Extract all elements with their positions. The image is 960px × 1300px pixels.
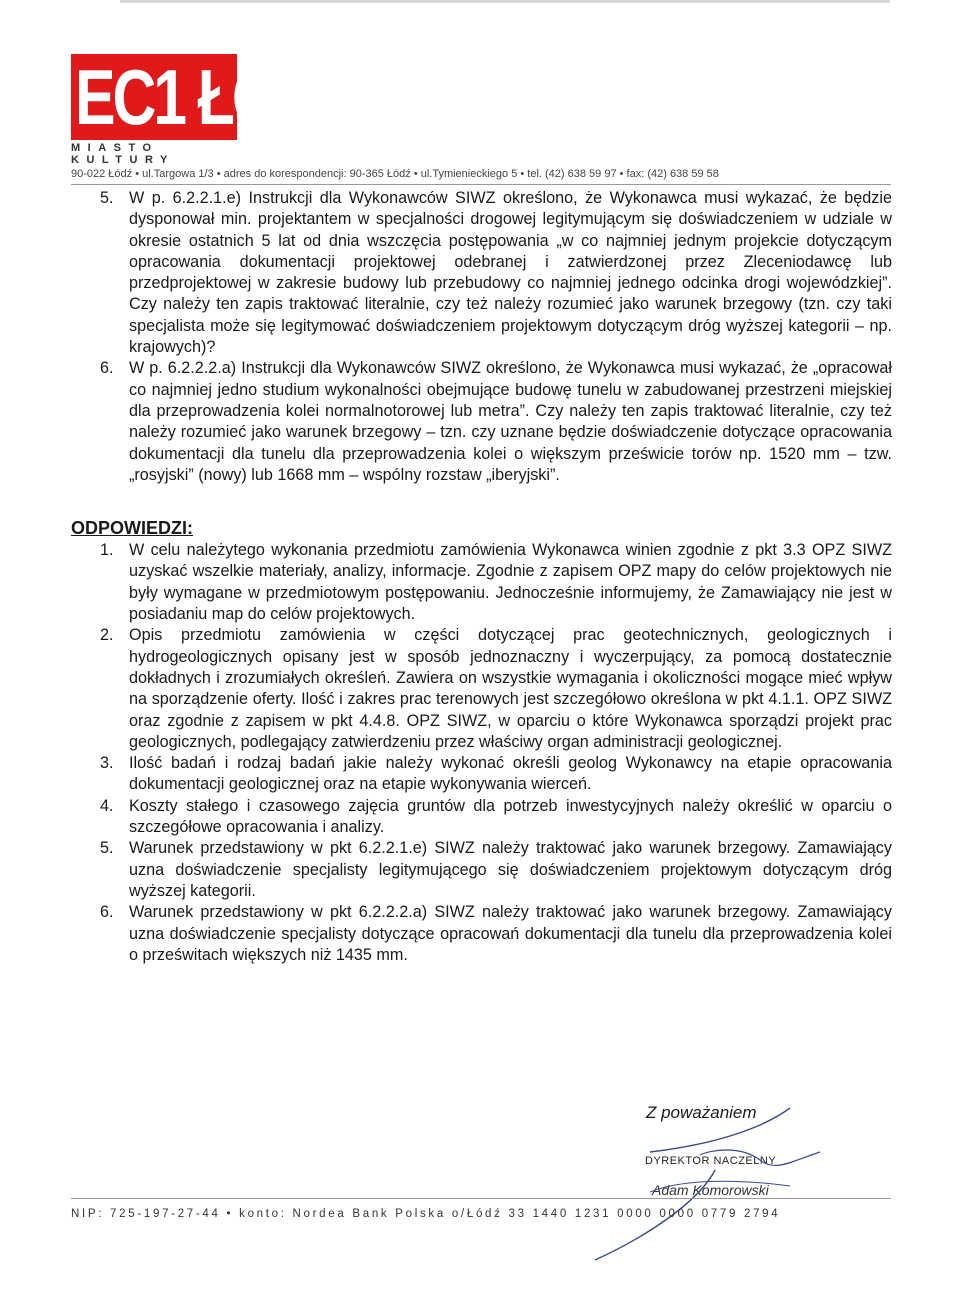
logo-text: EC1 ŁÓDŹ xyxy=(75,53,351,141)
answer-text: Warunek przedstawiony w pkt 6.2.2.2.a) SIWZ należy traktować jako warunek brzegowy. Zamawiający uzna doświadczenie specjalisty dotyczące opracowań dokumentacji dla tunelu dla przeprowadzenia kolei o prześwitach większych niż 1435 mm. xyxy=(129,903,892,964)
question-item xyxy=(100,358,892,486)
question-text: W p. 6.2.2.1.e) Instrukcji dla Wykonawców SIWZ określono, że Wykonawca musi wykazać, że będzie dysponował min. projektantem w specjalności drogowej legitymującym się doświadczeniem w udziale w okresie ostatnich 5 lat od dnia wszczęcia postępowania „w co najmniej jednym projekcie dotyczącym opracowania dokumentacji projektowej odebranej i zatwierdzonej przez Zleceniodawcę lub przedprojektowej w zakresie budowy lub przebudowy co najmniej jednego odcinka drogi wojewódzkiej”. Czy należy ten zapis traktować literalnie, czy też należy rozumieć jako warunek brzegowy (tzn. czy taki specjalista może się legitymować doświadczeniem projektowym dotyczącym dróg wyższej kategorii – np. krajowych)? xyxy=(129,189,892,357)
questions-list xyxy=(100,188,892,486)
handwritten-signature xyxy=(590,1100,840,1270)
answer-item xyxy=(100,625,892,753)
answer-text: Ilość badań i rodzaj badań jakie należy wykonać określi geolog Wykonawcy na etapie opracowania dokumentacji geologicznej oraz na etapie wykonywania wierceń. xyxy=(129,754,892,794)
signatory-name: Adam Komorowski xyxy=(652,1182,769,1198)
answer-number: 2. xyxy=(100,626,114,645)
question-number: 5. xyxy=(100,189,114,207)
answer-item xyxy=(100,540,892,625)
letterhead-address: 90-022 Łódź • ul.Targowa 1/3 • adres do korespondencji: 90-365 Łódź • ul.Tymienieckiego 5 • tel. (42) 638 59 97 • fax: (42) 638 59 58 xyxy=(71,168,719,180)
answers-heading: ODPOWIEDZI: xyxy=(71,518,193,539)
answer-item xyxy=(100,796,892,839)
answer-text: Koszty stałego i czasowego zajęcia gruntów dla potrzeb inwestycyjnych należy określić w oparciu o szczegółowe opracowania i analizy. xyxy=(129,796,892,837)
header-divider xyxy=(71,184,891,185)
closing-regards: Z poważaniem xyxy=(646,1103,757,1122)
answer-number: 6. xyxy=(100,903,114,922)
answer-item xyxy=(100,753,892,796)
ec1-logo xyxy=(71,53,351,141)
footer-bank-info: NIP: 725-197-27-44 • konto: Nordea Bank Polska o/Łódź 33 1440 1231 0000 0000 0779 2794 xyxy=(71,1208,781,1220)
answer-text: Warunek przedstawiony w pkt 6.2.2.1.e) SIWZ należy traktować jako warunek brzegowy. Zamawiający uzna doświadczenie specjalisty legitymującego się doświadczeniem projektowym dotyczącym dróg wyższej kategorii. xyxy=(129,839,892,900)
answer-number: 3. xyxy=(100,754,114,773)
question-item xyxy=(100,188,892,358)
signatory-title: DYREKTOR NACZELNY xyxy=(645,1155,777,1167)
answer-text: W celu należytego wykonania przedmiotu zamówienia Wykonawca winien zgodnie z pkt 3.3 OPZ SIWZ uzyskać wszelkie materiały, analizy, informacje. Zgodnie z zapisem OPZ mapy do celów projektowych nie były wymagane w przedmiotowym postępowaniu. Jednocześnie informujemy, że Zamawiający nie jest w posiadaniu map do celów projektowych. xyxy=(129,541,892,624)
answer-number: 1. xyxy=(100,541,114,560)
question-text: W p. 6.2.2.2.a) Instrukcji dla Wykonawców SIWZ określono, że Wykonawca musi wykazać, że „opracował co najmniej jedno studium wykonalności obejmujące budowę tunelu w zabudowanej przestrzeni miejskiej dla przeprowadzenia kolei normalnotorowej lub metra”. Czy należy ten zapis traktować literalnie, czy też należy rozumieć jako warunek brzegowy – tzn. czy uznane będzie doświadczenie dotyczące opracowania dokumentacji dla tunelu dla przeprowadzenia kolei o większym prześwicie torów np. 1520 mm – tzw. „rosyjski” (nowy) lub 1668 mm – wspólny rozstaw „iberyjski”. xyxy=(129,359,892,484)
answer-item xyxy=(100,838,892,902)
answer-item xyxy=(100,902,892,966)
answer-text: Opis przedmiotu zamówienia w części dotyczącej prac geotechnicznych, geologicznych i hydrogeologicznych opisany jest w sposób jednoznaczny i wyczerpujący, za pomocą dostatecznie dokładnych i zrozumiałych określeń. Zawiera on wszystkie wymagania i okoliczności mogące mieć wpływ na sporządzenie oferty. Ilość i zakres prac terenowych jest szczegółowo określona w pkt 4.1.1. OPZ SIWZ oraz zgodnie z zapisem w pkt 4.4.8. OPZ SIWZ, w oparciu o które Wykonawca sporządzi projekt prac geologicznych, podlegający zatwierdzeniu przez właściwy organ administracji geologicznej. xyxy=(129,626,892,751)
top-edge-line xyxy=(120,0,890,3)
document-body xyxy=(71,188,892,966)
answers-section xyxy=(71,516,892,966)
logo-tagline: MIASTO KULTURY xyxy=(71,142,175,166)
answer-number: 5. xyxy=(100,839,114,858)
answer-number: 4. xyxy=(100,796,114,815)
question-number: 6. xyxy=(100,359,114,378)
footer-divider xyxy=(71,1198,891,1199)
